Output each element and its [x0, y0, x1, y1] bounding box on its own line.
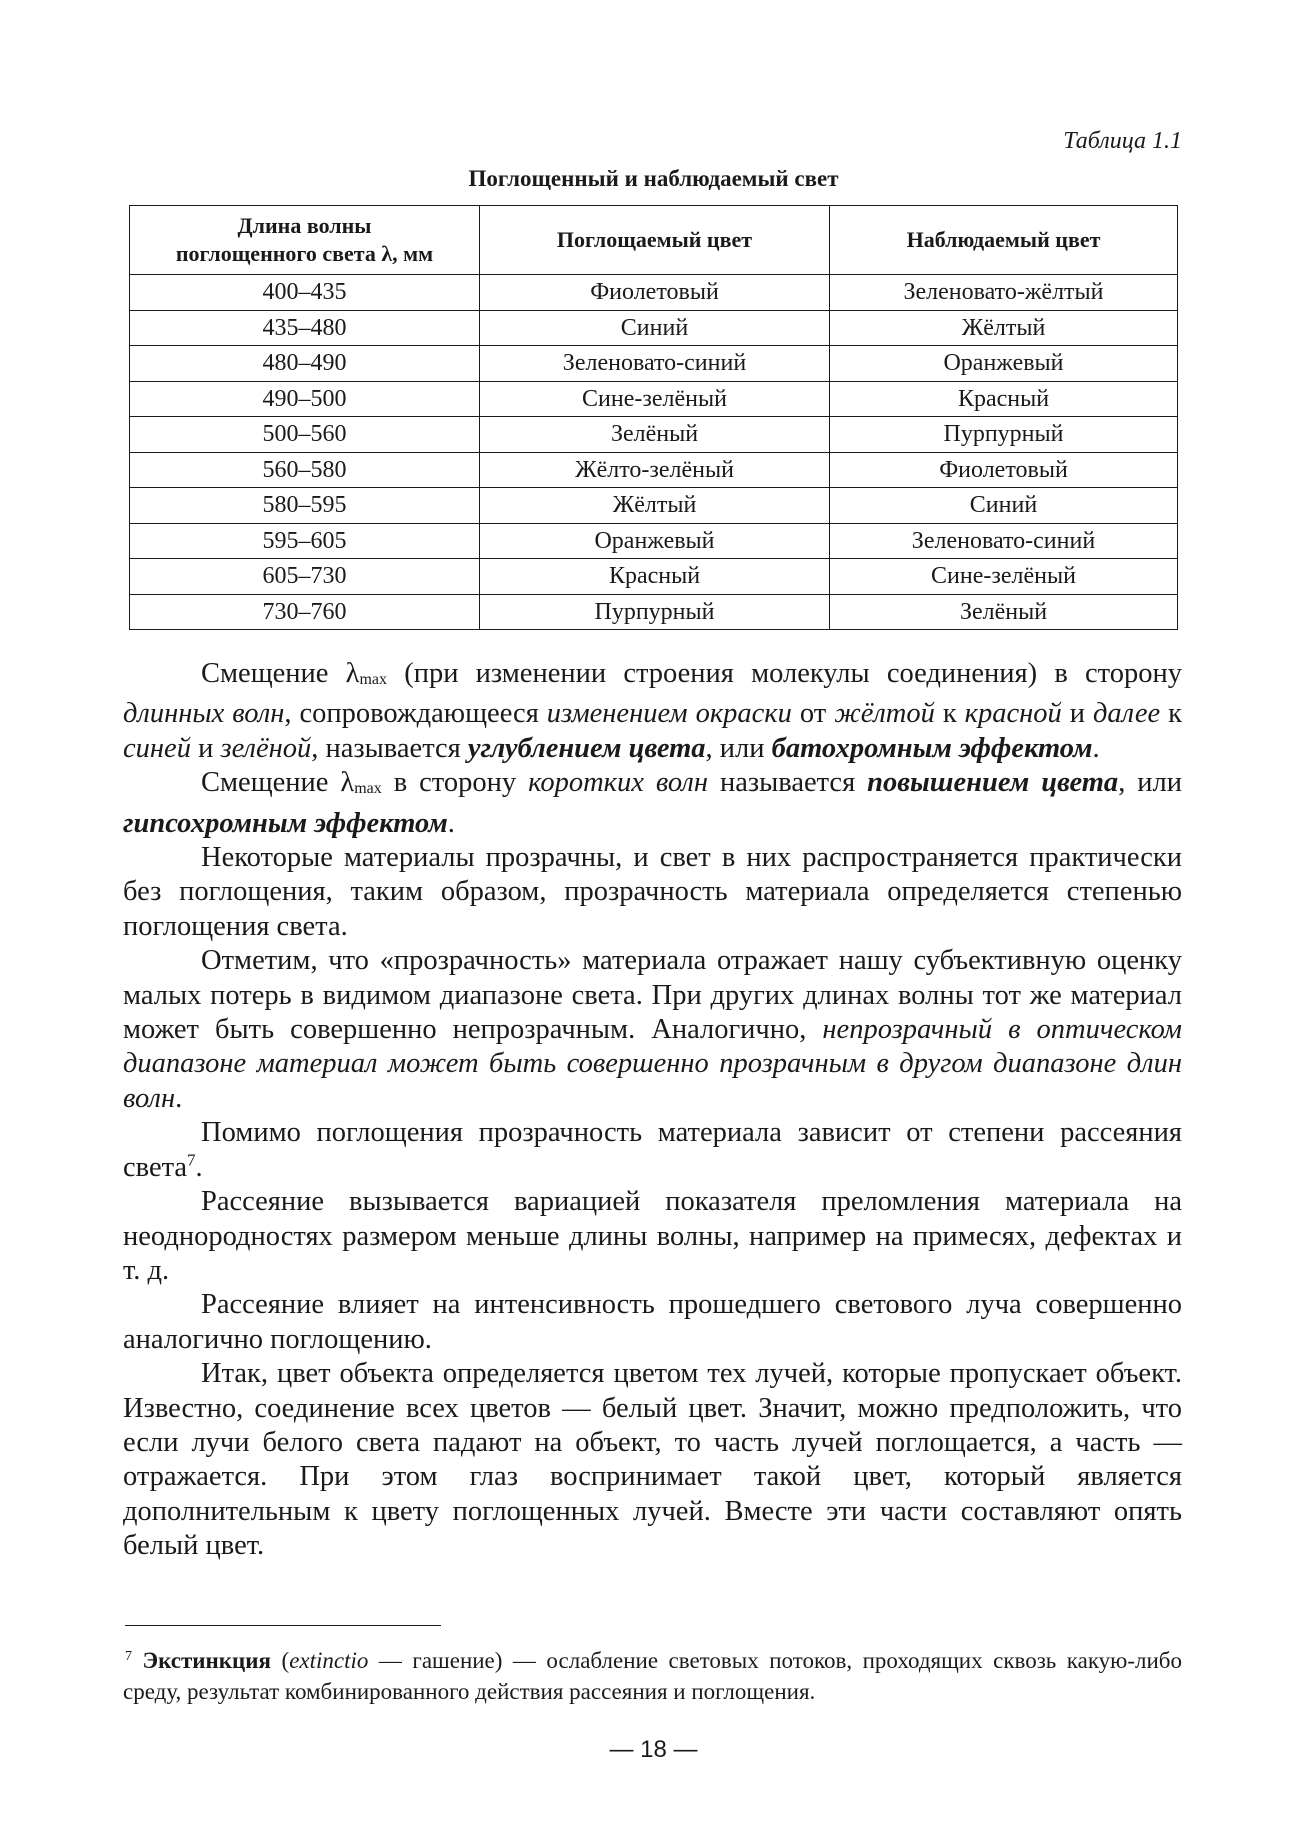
cell-wavelength: 580–595	[130, 488, 480, 524]
text-run: , или	[705, 732, 772, 764]
table-row	[130, 559, 1178, 595]
italic-run: красной	[964, 698, 1062, 730]
cell-wavelength: 605–730	[130, 559, 480, 595]
lambda-subscript: max	[359, 671, 388, 688]
cell-absorbed: Красный	[480, 559, 830, 595]
cell-wavelength: 500–560	[130, 417, 480, 453]
header-observed-color: Наблюдаемый цвет	[830, 206, 1178, 275]
text-run: называется	[707, 767, 868, 799]
text-run: , сопровождающееся	[284, 698, 547, 730]
cell-observed: Фиолетовый	[830, 452, 1178, 488]
text-run: .	[1092, 732, 1100, 764]
text-run: , или	[1118, 767, 1182, 799]
cell-wavelength: 435–480	[130, 310, 480, 346]
cell-absorbed: Синий	[480, 310, 830, 346]
text-run: Отметим, что «прозрачность» материала отражает нашу субъективную оценку малых потерь в видимом диапазоне света. При других длинах волны тот же материал может быть совершенно непрозрачным. Аналогично,	[123, 945, 1182, 1046]
page-number: — 18 —	[609, 1736, 698, 1763]
footnote-number: 7	[125, 1649, 132, 1664]
table-row	[130, 488, 1178, 524]
lambda-subscript: max	[354, 780, 382, 798]
italic-run: длинных волн	[123, 698, 285, 730]
text-run: Смещение λ	[201, 658, 360, 689]
text-run: , называется	[311, 732, 468, 764]
cell-wavelength: 560–580	[130, 452, 480, 488]
paragraph-transparency: Некоторые материалы прозрачны, и свет в них распространяется практически без поглощения, таким образом, прозрачность материала определяется степенью поглощения света.	[123, 842, 1182, 942]
cell-observed: Зелёный	[830, 594, 1178, 630]
table-row	[130, 346, 1178, 382]
italic-run: зелёной	[220, 732, 312, 764]
text-run: и	[1061, 698, 1094, 730]
footnote-latin-term: extinctio	[289, 1648, 369, 1673]
text-run: в сторону	[381, 767, 529, 799]
cell-wavelength: 730–760	[130, 594, 480, 630]
term-bold-italic: углублением цвета	[467, 732, 706, 764]
table-row	[130, 417, 1178, 453]
text-run: — гашение) — ослабление световых потоков, проходящих сквозь какую-либо среду, результат комбинированного действия рассеяния и поглощения.	[123, 1648, 1182, 1704]
table-header-row	[130, 206, 1178, 275]
paragraph-bathochromic	[123, 657, 1182, 766]
paragraph-scattering-cause: Рассеяние вызывается вариацией показателя преломления материала на неоднородностях размером меньше длины волны, например на примесях, дефектах и т. д.	[123, 1186, 1182, 1286]
cell-observed: Жёлтый	[830, 310, 1178, 346]
table-row	[130, 381, 1178, 417]
italic-run: изменением окраски	[546, 698, 792, 730]
cell-absorbed: Оранжевый	[480, 523, 830, 559]
text-run: Помимо поглощения прозрачность материала зависит от степени рассеяния света	[123, 1117, 1182, 1183]
text-run: .	[447, 807, 455, 839]
paragraph-subjective-transparency	[123, 944, 1182, 1116]
cell-observed: Зеленовато-жёлтый	[830, 275, 1178, 311]
footnote-divider	[125, 1625, 441, 1626]
italic-run: непрозрачный в оптическом диапазоне материал может быть совершенно прозрачным в другом диапазоне длин волн	[123, 1014, 1182, 1114]
text-run: к	[1160, 698, 1182, 730]
paragraph-hypsochromic	[123, 766, 1182, 841]
cell-absorbed: Фиолетовый	[480, 275, 830, 311]
cell-wavelength: 490–500	[130, 381, 480, 417]
table-title: Поглощенный и наблюдаемый свет	[468, 166, 839, 191]
header-absorbed-color: Поглощаемый цвет	[480, 206, 830, 275]
table-row	[130, 523, 1178, 559]
table-row	[130, 310, 1178, 346]
text-run: .	[175, 1082, 183, 1114]
cell-absorbed: Зеленовато-синий	[480, 346, 830, 382]
table-row	[130, 452, 1178, 488]
cell-wavelength: 480–490	[130, 346, 480, 382]
text-run: и	[190, 732, 221, 764]
term-bold-italic: гипсохромным эффектом	[123, 807, 448, 839]
paragraph-scattering-intensity: Рассеяние влияет на интенсивность прошедшего светового луча совершенно аналогично поглощению.	[123, 1289, 1182, 1355]
term-bold-italic: повышением цвета	[867, 767, 1119, 799]
italic-run: синей	[123, 732, 191, 764]
cell-absorbed: Жёлто-зелёный	[480, 452, 830, 488]
footnote-reference[interactable]: 7	[187, 1150, 196, 1170]
cell-absorbed: Сине-зелёный	[480, 381, 830, 417]
cell-wavelength: 400–435	[130, 275, 480, 311]
italic-run: далее	[1093, 698, 1161, 730]
header-wavelength-line1: Длина волны	[237, 213, 372, 238]
cell-wavelength: 595–605	[130, 523, 480, 559]
light-absorption-table	[129, 205, 1178, 630]
cell-absorbed: Пурпурный	[480, 594, 830, 630]
text-run: к	[934, 698, 965, 730]
paragraph-scattering-dependence	[123, 1116, 1182, 1185]
text-run: (при изменении строения молекулы соединения) в сторону	[387, 658, 1182, 689]
footnote-text	[123, 1645, 1182, 1707]
cell-observed: Пурпурный	[830, 417, 1178, 453]
text-run: .	[195, 1151, 203, 1183]
footnote	[123, 1645, 1182, 1707]
table-caption: Таблица 1.1	[1063, 128, 1182, 154]
footnote-term: Экстинкция	[142, 1648, 272, 1673]
cell-observed: Сине-зелёный	[830, 559, 1178, 595]
italic-run: жёлтой	[834, 698, 935, 730]
table-row	[130, 594, 1178, 630]
paragraph-object-color: Итак, цвет объекта определяется цветом тех лучей, которые пропускает объект. Известно, соединение всех цветов — белый цвет. Значит, можно предположить, что если лучи белого света падают на объект, то часть лучей поглощается, а часть — отражается. При этом глаз воспринимает такой цвет, который является дополнительным к цвету поглощенных лучей. Вместе эти части составляют опять белый цвет.	[123, 1358, 1182, 1562]
text-run: (	[271, 1648, 290, 1673]
term-bold-italic: батохромным эффектом	[771, 732, 1093, 764]
header-wavelength	[130, 206, 480, 275]
text-run: от	[791, 698, 835, 730]
italic-run: коротких волн	[528, 767, 708, 799]
cell-observed: Зеленовато-синий	[830, 523, 1178, 559]
body-text	[123, 657, 1182, 1564]
table-row	[130, 275, 1178, 311]
header-wavelength-line2: поглощенного света λ, мм	[175, 241, 434, 266]
cell-observed: Синий	[830, 488, 1178, 524]
cell-observed: Оранжевый	[830, 346, 1178, 382]
cell-absorbed: Жёлтый	[480, 488, 830, 524]
cell-observed: Красный	[830, 381, 1178, 417]
cell-absorbed: Зелёный	[480, 417, 830, 453]
text-run: Смещение λ	[201, 767, 355, 799]
